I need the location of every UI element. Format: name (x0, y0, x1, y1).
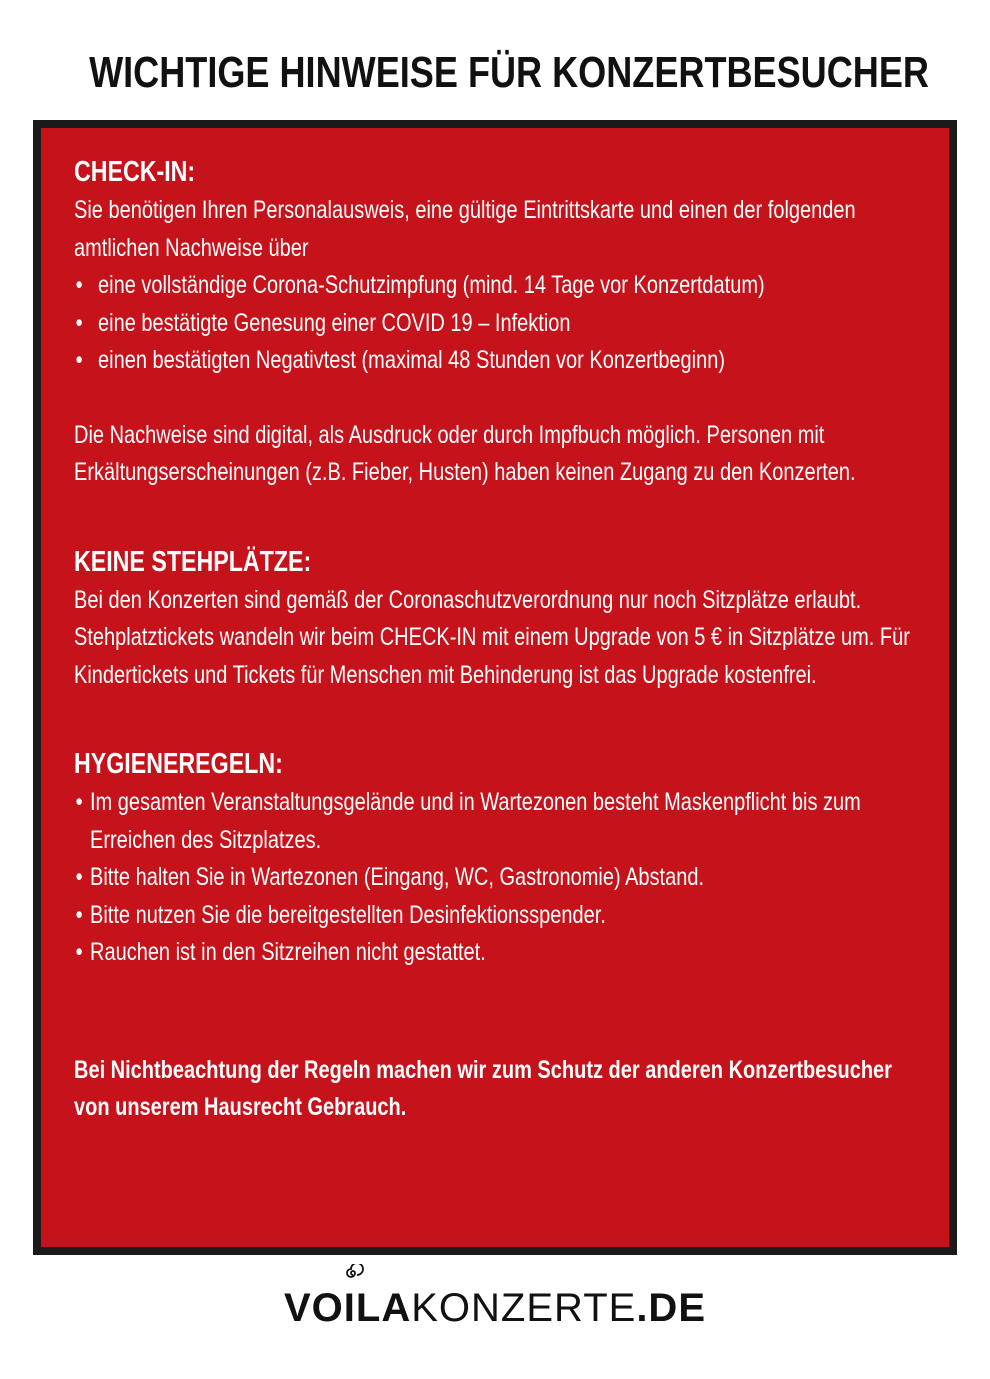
logo-part-de: .DE (636, 1286, 706, 1330)
page-title: WICHTIGE HINWEISE FÜR KONZERTBESUCHER (89, 48, 929, 97)
hygiene-heading: HYGIENEREGELN: (74, 748, 283, 780)
spacer (74, 972, 930, 1052)
list-item: • einen bestätigten Negativtest (maximal 48 Stunden vor Konzertbeginn) (74, 342, 930, 380)
spacer (74, 492, 930, 542)
closing-text: Bei Nichtbeachtung der Regeln machen wir zum Schutz der anderen Konzertbesucher von unserem Hausrecht Gebrauch. (74, 1055, 892, 1121)
spacer (74, 694, 930, 744)
stehplaetze-text: Bei den Konzerten sind gemäß der Coronaschutzverordnung nur noch Sitzplätze erlaubt. Stehplatztickets wandeln wir beim CHECK-IN mit einem Upgrade von 5 € in Sitzplätze um. Für Kindertickets und Tickets für Menschen mit Behinderung ist das Upgrade kostenfrei. (74, 585, 910, 689)
list-item: • Im gesamten Veranstaltungsgelände und in Wartezonen besteht Maskenpflicht bis zum Erreichen des Sitzplatzes. (74, 784, 930, 859)
brand-logo[interactable] (0, 1286, 990, 1331)
checkin-intro: Sie benötigen Ihren Personalausweis, eine gültige Eintrittskarte und einen der folgenden amtlichen Nachweise über (74, 196, 856, 262)
notice-frame (33, 120, 957, 1255)
checkin-list (74, 267, 930, 380)
spacer (74, 380, 930, 417)
list-item: • eine bestätigte Genesung einer COVID 19 – Infektion (74, 305, 930, 343)
swirl-icon (342, 1264, 364, 1286)
checkin-note: Die Nachweise sind digital, als Ausdruck oder durch Impfbuch möglich. Personen mit Erkältungserscheinungen (z.B. Fieber, Husten) haben keinen Zugang zu den Konzerten. (74, 420, 856, 486)
hygiene-list (74, 784, 930, 972)
stehplaetze-heading: KEINE STEHPLÄTZE: (74, 545, 312, 578)
notice-content (74, 152, 930, 1127)
logo-part-voila: VOILA (284, 1286, 412, 1330)
list-item: • Bitte halten Sie in Wartezonen (Eingang, WC, Gastronomie) Abstand. (74, 859, 930, 897)
list-item: • Bitte nutzen Sie die bereitgestellten Desinfektionsspender. (74, 897, 930, 935)
notice-panel (41, 128, 949, 1247)
logo-part-konzerte: KONZERTE (411, 1286, 637, 1330)
list-item: • eine vollständige Corona-Schutzimpfung (mind. 14 Tage vor Konzertdatum) (74, 267, 930, 305)
list-item: • Rauchen ist in den Sitzreihen nicht gestattet. (74, 934, 930, 972)
checkin-heading: CHECK-IN: (74, 156, 196, 188)
